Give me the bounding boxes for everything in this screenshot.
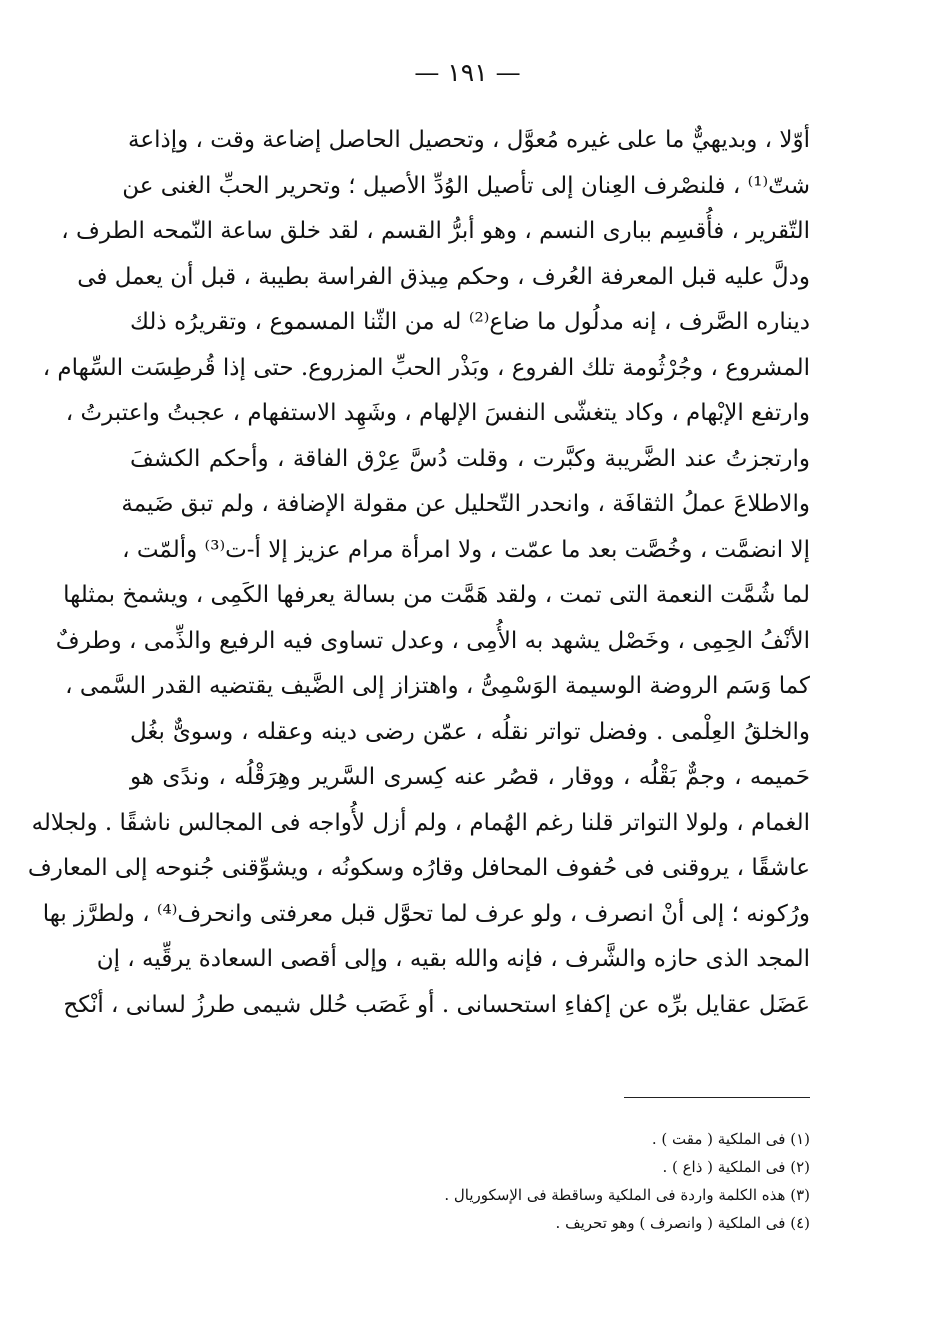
text-line: المشروع ، وجُرْثُومة تلك الفروع ، وبَذْر الحبِّ المزروع. حتى إذا قُرطِسَت السِّهام ،: [42, 354, 810, 381]
text-line: لما شُمَّت النعمة التى تمت ، ولقد هَمَّت من بسالة يعرفها الكَمِى ، ويشمخ بمثلها: [63, 582, 810, 608]
text-line: والخلقُ العِلْمى . وفضل تواتر نقلُه ، عمّن رضى دينه وعقله ، وسوىٌّ بغُل: [130, 718, 810, 745]
text-line: كما وَسَم الروضة الوسيمة الوَسْمِىُّ ، واهتزاز إلى الضَّيف يقتضيه القدر السَّمى ،: [65, 673, 810, 699]
body-text: [27, 118, 810, 1028]
text-line: شتّ⁽¹⁾ ، فلنصْرف العِنان إلى تأصيل الوُدِّ الأصيل ؛ وتحرير الحبِّ الغنى عن: [122, 172, 810, 199]
text-line: وارتفع الإبْهام ، وكاد يتغشّى النفسَ الإلهام ، وشَهِد الاستفهام ، عجبتُ واعتبرتُ ،: [65, 400, 810, 426]
footnotes: [330, 1125, 810, 1237]
text-line: التّقرير ، فأُقسِم ببارى النسم ، وهو أبرُّ القسم ، لقد خلق ساعة النّمحه الطرف ،: [61, 218, 810, 244]
page-number: — ١٩١ —: [414, 58, 521, 87]
text-line: المجد الذى حازه والشَّرف ، فإنه والله بقيه ، وإلى أقصى السعادة يرقِّيه ، إن: [96, 946, 810, 972]
text-line: ودلَّ عليه قبل المعرفة العُرف ، وحكم مِيذق الفراسة بطيبة ، قبل أن يعمل فى: [77, 263, 810, 290]
text-line: عَضَل عقايل برِّه عن إكفاءِ استحسانى . أو غَصَب حُلل شيمى طرزُ لسانى ، أنْكح: [63, 991, 810, 1018]
text-line: حَميمه ، وجمٌّ بَقْلُه ، ووقار ، قصُر عنه كِسرى السَّرير وهِرَقْلُه ، وندًى هو: [130, 764, 810, 790]
footnote-4: (٤) فى الملكية ( وانصرف ) وهو تحريف .: [555, 1214, 810, 1232]
footnote-2: (٢) فى الملكية ( ذاع ) .: [662, 1158, 810, 1176]
text-line: عاشقًا ، يروقنى فى حُفوف المحافل وقارُه وسكونُه ، ويشوِّقنى جُنوحه إلى المعارف: [27, 855, 810, 881]
text-line: أوّلا ، وبديهيٌّ ما على غيره مُعوَّل ، وتحصيل الحاصل إضاعة وقت ، وإذاعة: [128, 127, 810, 153]
text-line: إلا انضمَّت ، وخُصَّت بعد ما عمّت ، ولا امرأة مرام عزيز إلا أ-ت⁽³⁾ وألمّت ،: [122, 536, 810, 563]
text-line: ورُكونه ؛ إلى أنْ انصرف ، ولو عرف لما تحوَّل قبل معرفتى وانحرف⁽⁴⁾ ، ولطرَّز بها: [42, 900, 810, 927]
footnote-divider: [624, 1097, 810, 1098]
text-line: وارتجزتُ عند الضَّريبة وكبَّرت ، وقلت دُسَّ عِرْق الفاقة ، وأحكم الكشفَ: [130, 445, 810, 472]
text-line: الغمام ، ولولا التواتر قلنا رغم الهُمام ، ولم أزل لأُواجه فى المجالس ناشقًا . ولجلاله: [31, 809, 810, 836]
text-line: الأنْفُ الحِمِى ، وخَصْل يشهد به الأُمِى ، وعدل تساوى فيه الرفيع والذِّمى ، وطرفٌ: [55, 627, 810, 654]
text-line: ديناره الصَّرف ، إنه مدلُول ما ضاع⁽²⁾ له من الثّنا المسموع ، وتقريرُه ذلك: [130, 309, 810, 335]
text-line: والاطلاعَ عملُ الثقافَة ، وانحدر التّحليل عن مقولة الإضافة ، ولم تبق ضَيمة: [121, 491, 810, 517]
footnote-3: (٣) هذه الكلمة واردة فى الملكية وساقطة فى الإسكوريال .: [444, 1186, 810, 1204]
footnote-1: (١) فى الملكية ( مقت ) .: [651, 1130, 810, 1148]
